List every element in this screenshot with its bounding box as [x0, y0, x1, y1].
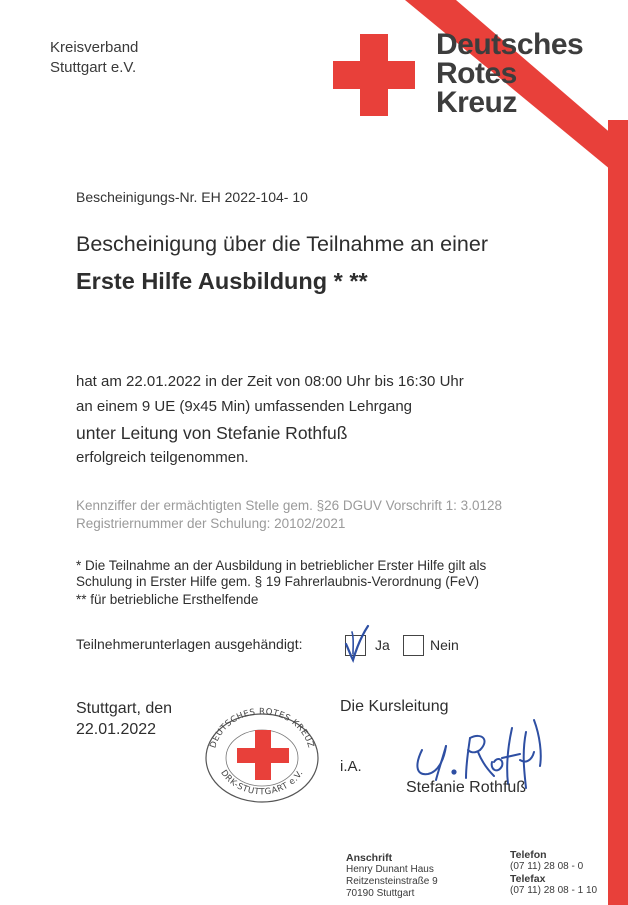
organization-name: [50, 38, 138, 78]
org-line-1: Kreisverband: [50, 39, 139, 56]
course-leader-label: Die Kursleitung: [340, 698, 449, 715]
place: Stuttgart, den: [76, 700, 173, 717]
red-cross-icon: [333, 34, 415, 116]
ia-label: i.A.: [340, 758, 362, 775]
certificate-number: Bescheinigungs-Nr. EH 2022-104- 10: [76, 189, 308, 205]
footer-contact: [510, 849, 597, 897]
signer-name: Stefanie Rothfuß: [406, 779, 527, 796]
yes-label: Ja: [375, 637, 390, 653]
fax-heading: Telefax: [510, 873, 546, 885]
place-date: [76, 698, 172, 740]
no-checkbox[interactable]: [403, 635, 424, 656]
address-line-2: Reitzensteinstraße 9: [346, 876, 438, 887]
address-heading: Anschrift: [346, 852, 393, 864]
phone-heading: Telefon: [510, 849, 547, 861]
footer-address: [346, 852, 438, 900]
date: 22.01.2022: [76, 721, 157, 738]
stamp-text-top: DEUTSCHES ROTES KREUZ: [208, 706, 316, 750]
instructor-line: unter Leitung von Stefanie Rothfuß: [76, 423, 348, 443]
result-line: erfolgreich teilgenommen.: [76, 449, 249, 466]
registration-number-line: Registriernummer der Schulung: 20102/2021: [76, 516, 346, 531]
address-line-3: 70190 Stuttgart: [346, 888, 415, 899]
certificate-title: Bescheinigung über die Teilnahme an einer: [76, 232, 488, 256]
no-label: Nein: [430, 637, 459, 653]
stamp-text-bottom: DRK-STUTTGART e.V.: [218, 768, 306, 798]
handout-label: Teilnehmerunterlagen ausgehändigt:: [76, 636, 303, 652]
fax-value: (07 11) 28 08 - 1 10: [510, 885, 598, 896]
date-time-line: hat am 22.01.2022 in der Zeit von 08:00 Uhr bis 16:30 Uhr: [76, 373, 464, 390]
drk-stamp: [200, 706, 324, 804]
phone-value: (07 11) 28 08 - 0: [510, 861, 584, 872]
footnote-1a: * Die Teilnahme an der Ausbildung in betrieblicher Erster Hilfe gilt als: [76, 558, 487, 573]
logo-line-3: Kreuz: [436, 86, 517, 119]
kennziffer-line: Kennziffer der ermächtigten Stelle gem. §26 DGUV Vorschrift 1: 3.0128: [76, 498, 502, 513]
checkmark-icon: [338, 624, 372, 664]
course-name: Erste Hilfe Ausbildung * **: [76, 268, 368, 294]
address-line-1: Henry Dunant Haus: [346, 864, 434, 875]
course-scope-line: an einem 9 UE (9x45 Min) umfassenden Lehrgang: [76, 398, 413, 415]
footnote-1b: Schulung in Erster Hilfe gem. § 19 Fahrerlaubnis-Verordnung (FeV): [76, 574, 479, 589]
logo-wordmark: [436, 30, 583, 117]
org-line-2: Stuttgart e.V.: [50, 59, 137, 76]
logo-line-1: Deutsches: [436, 28, 584, 61]
footnote-2: ** für betriebliche Ersthelfende: [76, 592, 259, 607]
logo-line-2: Rotes: [436, 57, 517, 90]
